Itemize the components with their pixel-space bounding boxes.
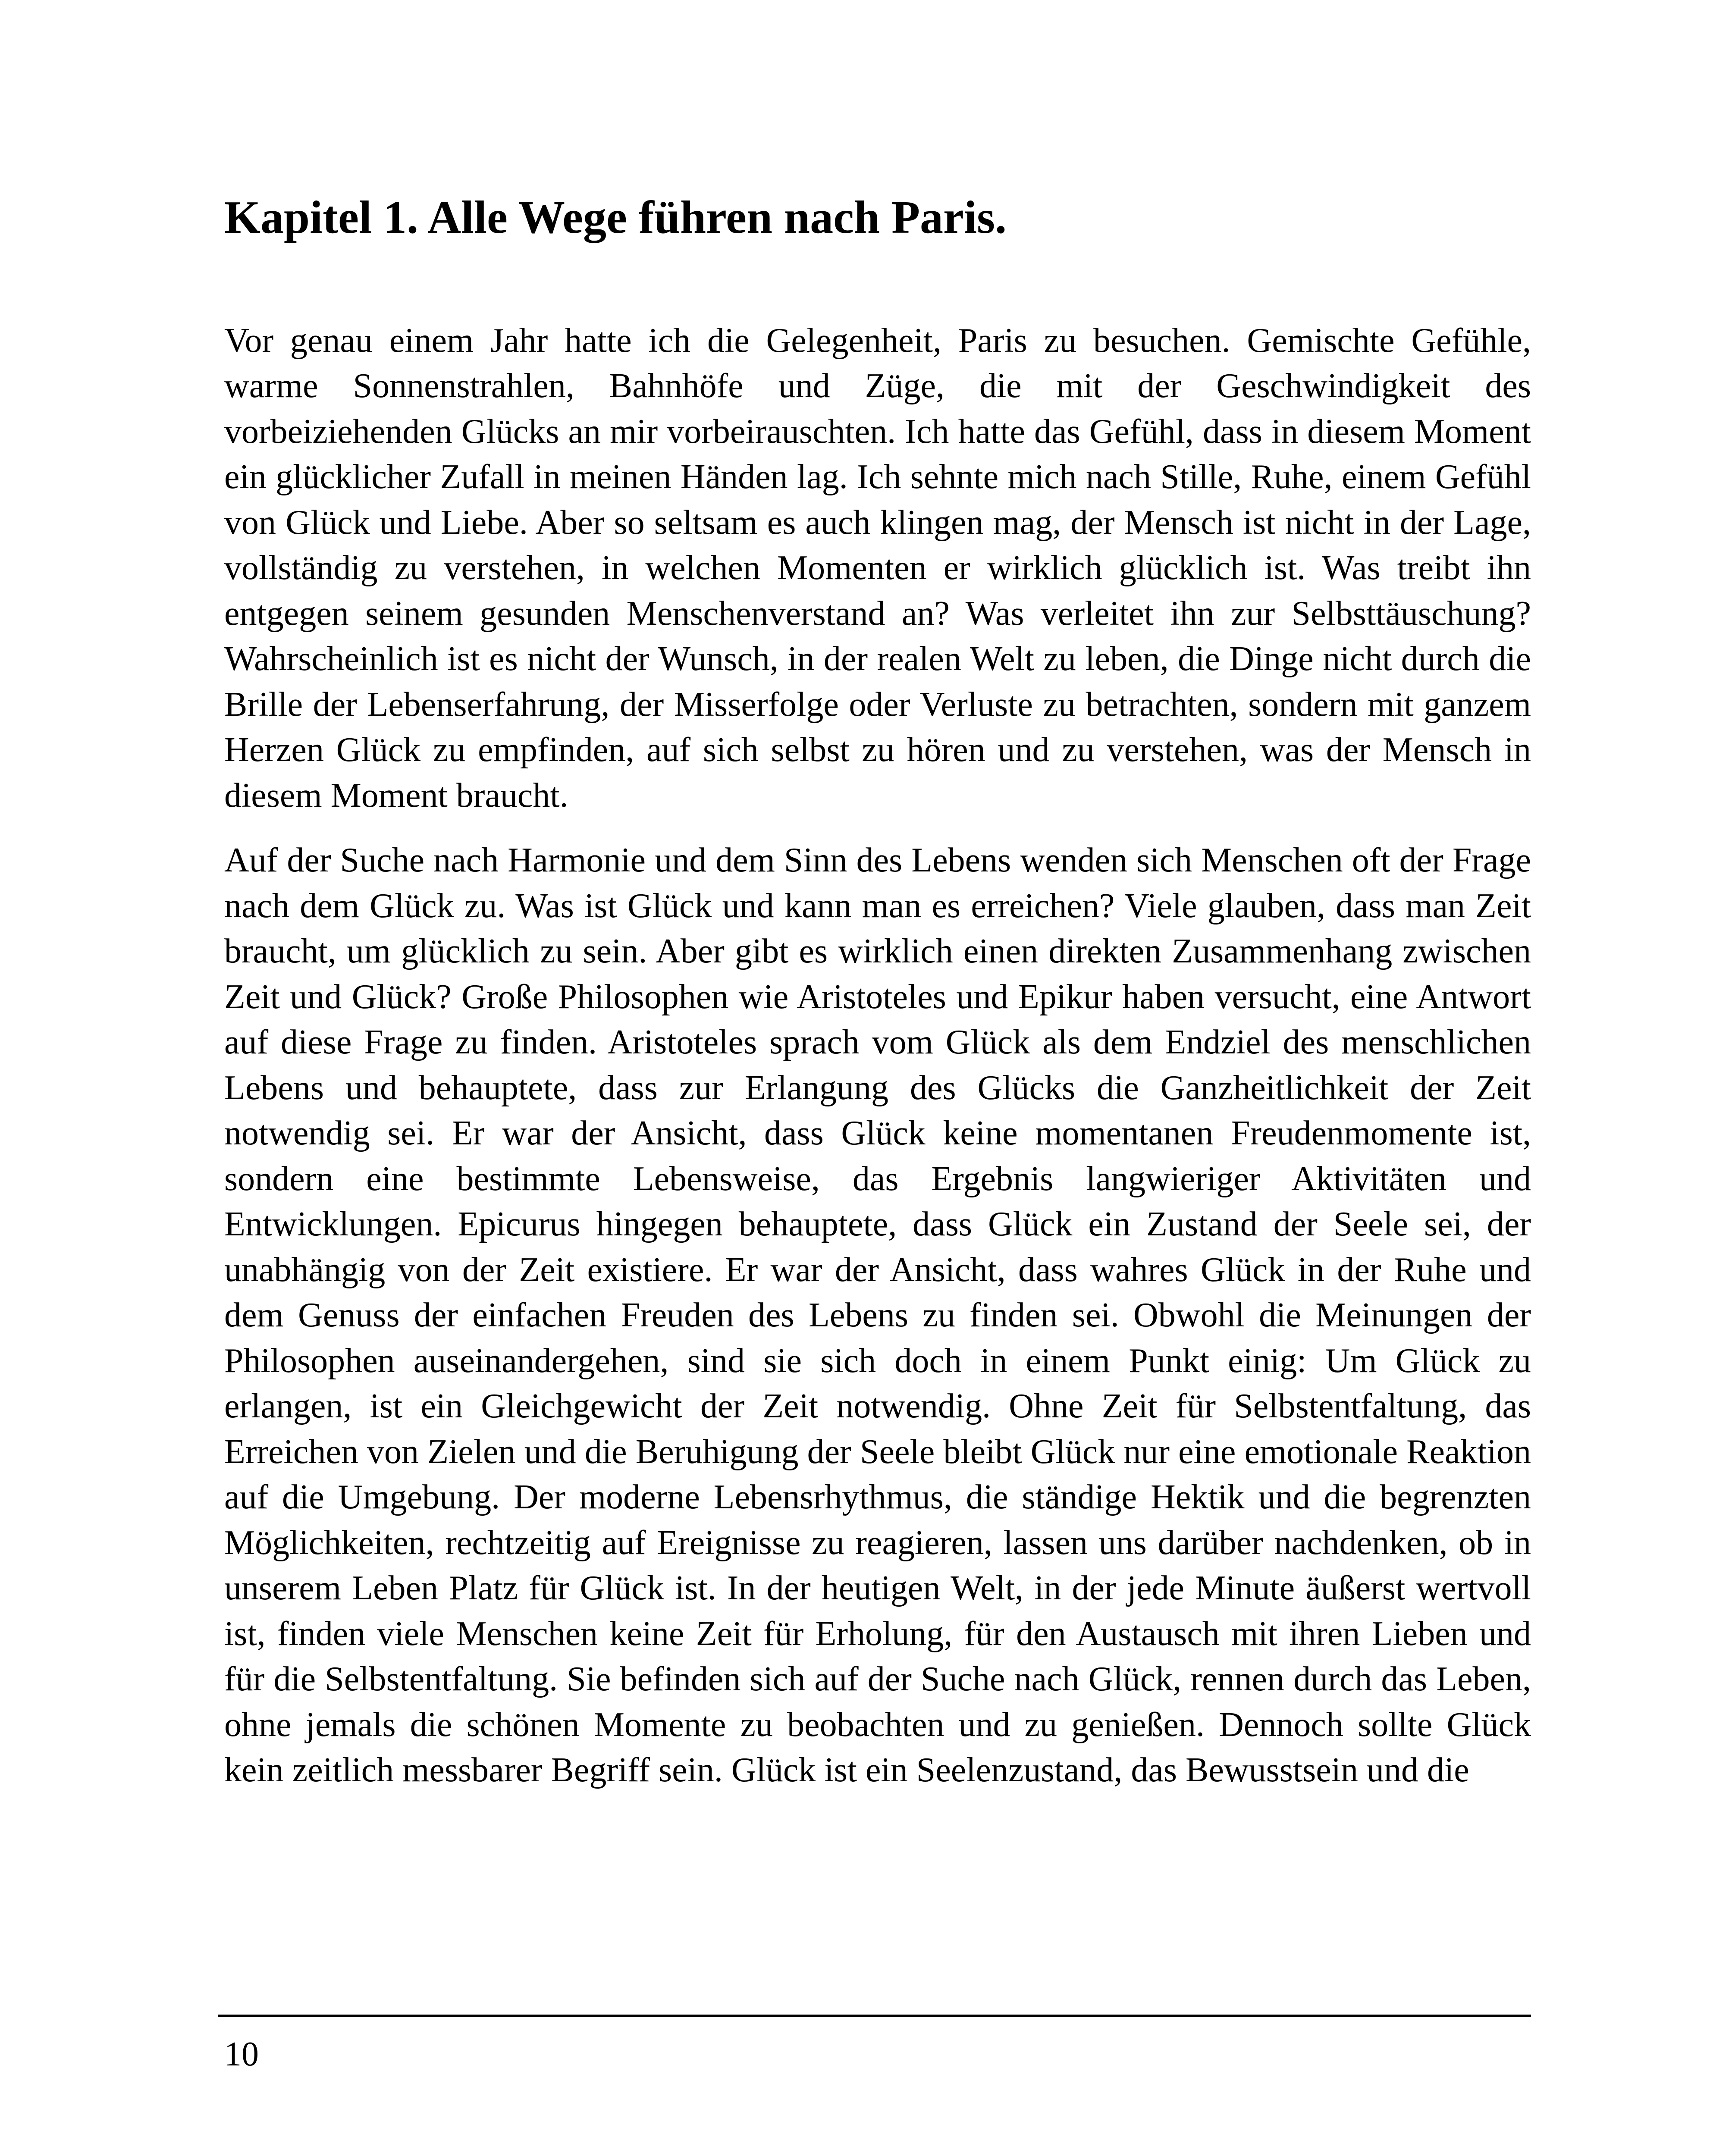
paragraph-1: Vor genau einem Jahr hatte ich die Gelegenheit, Paris zu besuchen. Gemischte Gefühle, warme Sonnenstrahlen, Bahnhöfe und Züge, die mit der Geschwindigkeit des vorbeiziehenden Glücks an mir vorbeirauschten. Ich hatte das Gefühl, dass in diesem Moment ein glücklicher Zufall in meinen Händen lag. Ich sehnte mich nach Stille, Ruhe, einem Gefühl von Glück und Liebe. Aber so seltsam es auch klingen mag, der Mensch ist nicht in der Lage, vollständig zu verstehen, in welchen Momenten er wirklich glücklich ist. Was treibt ihn entgegen seinem gesunden Menschenverstand an? Was verleitet ihn zur Selbsttäuschung? Wahrscheinlich ist es nicht der Wunsch, in der realen Welt zu leben, die Dinge nicht durch die Brille der Lebenserfahrung, der Misserfolge oder Verluste zu betrachten, sondern mit ganzem Herzen Glück zu empfinden, auf sich selbst zu hören und zu verstehen, was der Mensch in diesem Moment braucht. [224,321,1531,815]
footer-divider [218,2015,1531,2017]
paragraph-2: Auf der Suche nach Harmonie und dem Sinn des Lebens wenden sich Menschen oft der Frage nach dem Glück zu. Was ist Glück und kann man es erreichen? Viele glauben, dass man Zeit braucht, um glücklich zu sein. Aber gibt es wirklich einen direkten Zusammenhang zwischen Zeit und Glück? Große Philosophen wie Aristoteles und Epikur haben versucht, eine Antwort auf diese Frage zu finden. Aristoteles sprach vom Glück als dem Endziel des menschlichen Lebens und behauptete, dass zur Erlangung des Glücks die Ganzheitlichkeit der Zeit notwendig sei. Er war der Ansicht, dass Glück keine momentanen Freudenmomente ist, sondern eine bestimmte Lebensweise, das Ergebnis langwieriger Aktivitäten und Entwicklungen. Epicurus hingegen behauptete, dass Glück ein Zustand der Seele sei, der unabhängig von der Zeit existiere. Er war der Ansicht, dass wahres Glück in der Ruhe und dem Genuss der einfachen Freuden des Lebens zu finden sei. Obwohl die Meinungen der Philosophen auseinandergehen, sind sie sich doch in einem Punkt einig: Um Glück zu erlangen, ist ein Gleichgewicht der Zeit notwendig. Ohne Zeit für Selbstentfaltung, das Erreichen von Zielen und die Beruhigung der Seele bleibt Glück nur eine emotionale Reaktion auf die Umgebung. Der moderne Lebensrhythmus, die ständige Hektik und die begrenzten Möglichkeiten, rechtzeitig auf Ereignisse zu reagieren, lassen uns darüber nachdenken, ob in unserem Leben Platz für Glück ist. In der heutigen Welt, in der jede Minute äußerst wertvoll ist, finden viele Menschen keine Zeit für Erholung, für den Austausch mit ihren Lieben und für die Selbstentfaltung. Sie befinden sich auf der Suche nach Glück, rennen durch das Leben, ohne jemals die schönen Momente zu beobachten und zu genießen. Dennoch sollte Glück kein zeitlich messbarer Begriff sein. Glück ist ein Seelenzustand, das Bewusstsein und die [224,841,1531,1789]
page-content [224,190,1531,1793]
chapter-title: Kapitel 1. Alle Wege führen nach Paris. [224,192,1007,243]
page-number: 10 [224,2035,259,2073]
